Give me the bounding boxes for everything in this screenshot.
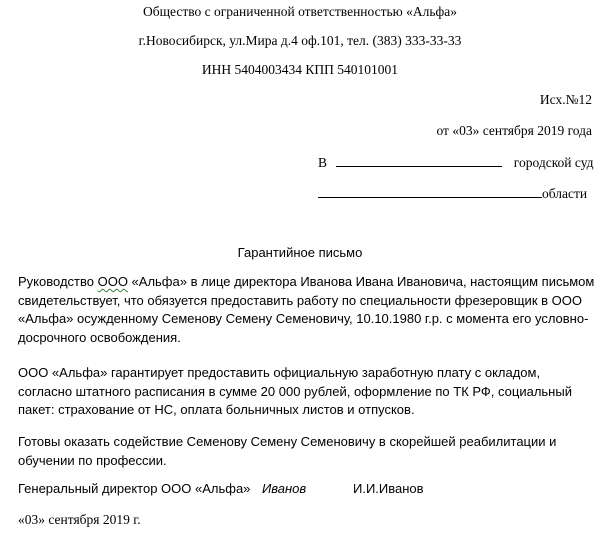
footer-date: «03» сентября 2019 г. xyxy=(18,512,141,527)
paragraph-2-line-3: пакет: страхование от НС, оплата больничных листов и отпусков. xyxy=(18,402,415,417)
signature-handwritten: Иванов xyxy=(262,481,307,496)
paragraph-2 xyxy=(18,364,598,420)
court-suffix: городской суд xyxy=(513,155,594,170)
signature-position: Генеральный директор ООО «Альфа» xyxy=(18,481,251,496)
company-tax-ids: ИНН 5404003434 КПП 540101001 xyxy=(201,62,399,77)
paragraph-1-line-1: Руководство ООО «Альфа» в лице директора Иванова Ивана Ивановича, настоящим письмом xyxy=(18,274,595,289)
paragraph-3 xyxy=(18,433,598,470)
addressee-prefix: В xyxy=(318,155,328,170)
addressee-region-line xyxy=(318,185,587,202)
outgoing-number: Исх.№12 xyxy=(539,92,592,107)
court-blank xyxy=(336,154,502,167)
letter-title: Гарантийное письмо xyxy=(237,245,363,260)
paragraph-3-line-1: Готовы оказать содействие Семенову Семену Семеновичу в скорейшей реабилитации и xyxy=(18,434,557,449)
region-suffix: области xyxy=(542,186,588,201)
paragraph-1-line-4: досрочного освобождения. xyxy=(18,329,181,345)
paragraph-2-line-2: согласно штатного расписания в сумме 20 000 рублей, оформление по ТК РФ, социальный xyxy=(18,383,572,399)
letter-date: от «03» сентября 2019 года xyxy=(436,123,592,138)
signature-name: И.И.Иванов xyxy=(353,481,424,496)
paragraph-1-line-2: свидетельствует, что обязуется предоставить работу по специальности фрезеровщик в ООО xyxy=(18,292,582,308)
company-name: Общество с ограниченной ответственностью «Альфа» xyxy=(143,4,457,19)
addressee-court-line xyxy=(318,154,594,171)
region-blank xyxy=(318,185,542,198)
spellcheck-word: ООО xyxy=(97,274,128,289)
paragraph-1-line-3: «Альфа» осужденному Семенову Семену Семеновичу, 10.10.1980 г.р. с момента его условно- xyxy=(18,311,589,326)
paragraph-1 xyxy=(18,273,598,347)
paragraph-3-line-2: обучении по профессии. xyxy=(18,452,167,468)
paragraph-2-line-1: ООО «Альфа» гарантирует предоставить официальную заработную плату с окладом, xyxy=(18,365,541,380)
company-address: г.Новосибирск, ул.Мира д.4 оф.101, тел. (383) 333-33-33 xyxy=(138,33,462,48)
